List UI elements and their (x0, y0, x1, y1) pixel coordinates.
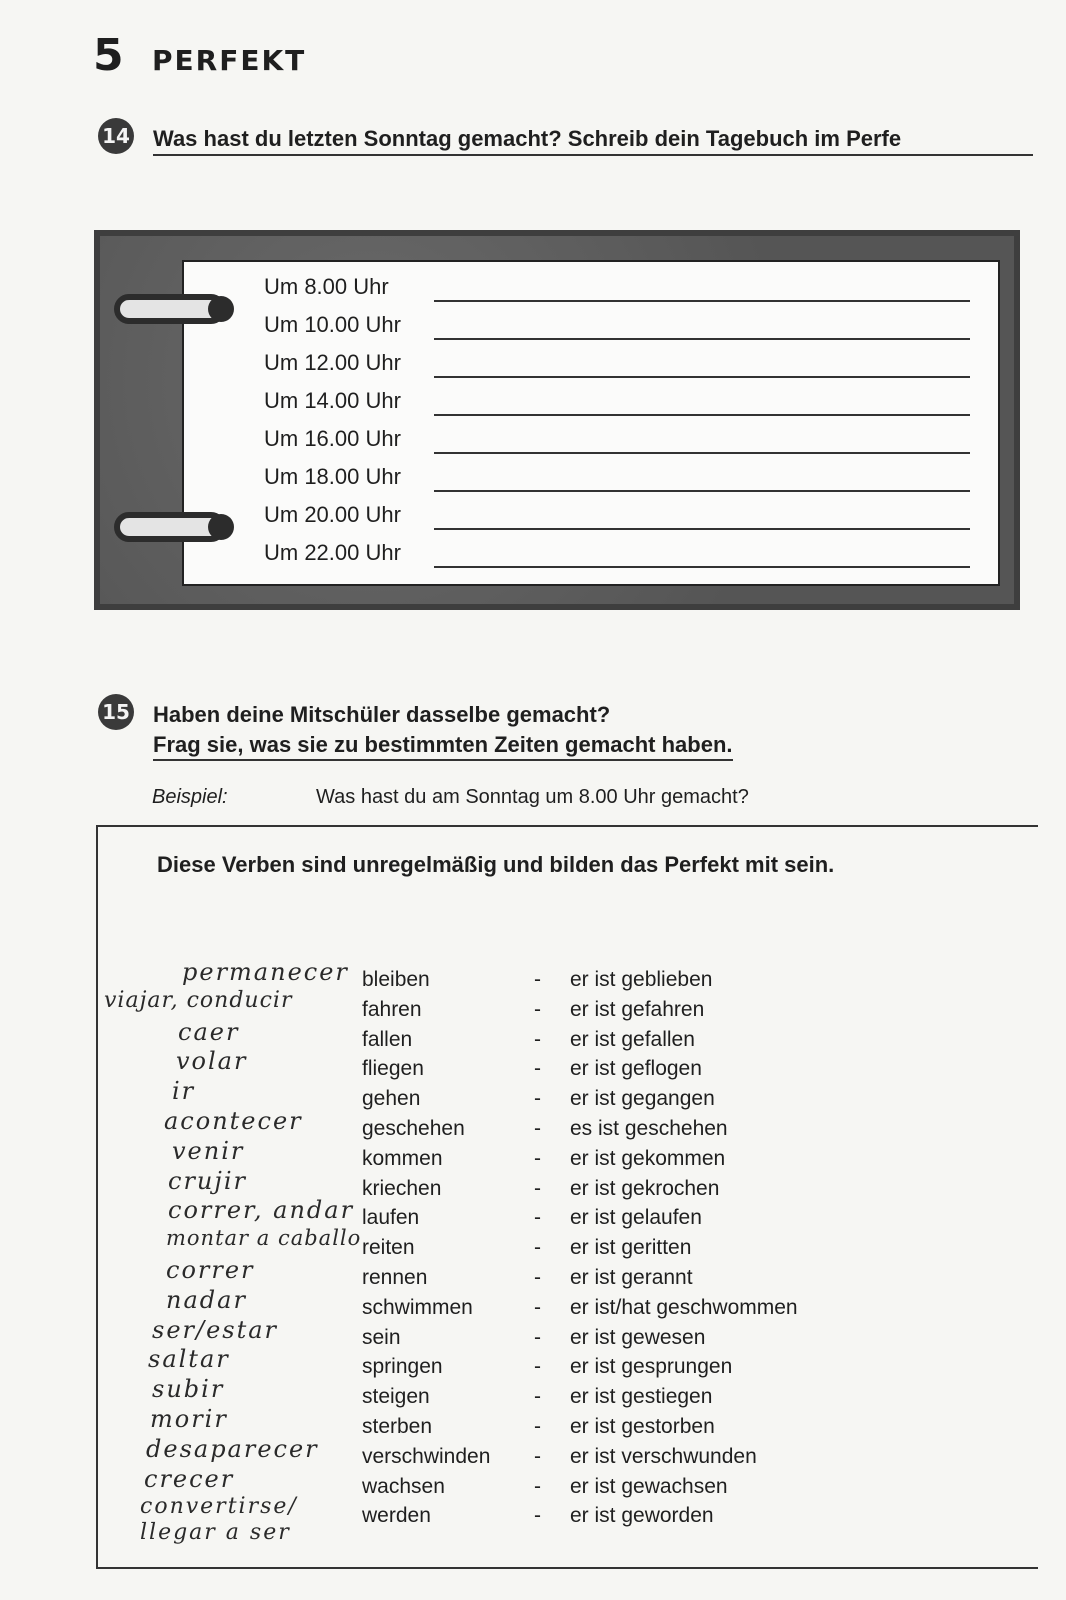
verb-dash: - (534, 997, 541, 1021)
diary-write-line[interactable] (434, 300, 970, 302)
diary-time-label: Um 14.00 Uhr (264, 388, 401, 413)
example-label: Beispiel: (152, 786, 228, 808)
handwritten-translation: subir (152, 1375, 225, 1404)
diary-write-line[interactable] (434, 376, 970, 378)
verb-infinitive: laufen (362, 1206, 420, 1230)
verb-infinitive: wachsen (362, 1474, 445, 1498)
verb-perfect-form: er ist gefallen (570, 1027, 695, 1051)
chapter-number: 5 (93, 30, 124, 81)
verb-dash: - (534, 1444, 541, 1468)
verb-perfect-form: er ist gelaufen (570, 1206, 702, 1230)
verb-perfect-form: er ist/hat geschwommen (570, 1295, 798, 1319)
verb-infinitive: kriechen (362, 1176, 442, 1200)
handwritten-translation: venir (172, 1136, 245, 1165)
binder-hole-icon (208, 514, 234, 540)
diary-time-label: Um 16.00 Uhr (264, 426, 401, 451)
verb-infinitive: gehen (362, 1087, 421, 1111)
verb-infinitive: verschwinden (362, 1444, 491, 1468)
diary-write-line[interactable] (434, 490, 970, 492)
handwritten-translation: saltar (148, 1345, 230, 1374)
verb-dash: - (534, 1325, 541, 1349)
verb-perfect-form: er ist gesprungen (570, 1355, 733, 1379)
verb-row (0, 1166, 1066, 1207)
diary-time-label: Um 20.00 Uhr (264, 502, 401, 527)
diary-time-label: Um 8.00 Uhr (264, 274, 389, 299)
handwritten-translation: acontecer (164, 1107, 303, 1135)
verb-infinitive: fallen (362, 1027, 413, 1051)
handwritten-translation: ser/estar (152, 1315, 279, 1344)
verb-perfect-form: er ist gekrochen (570, 1176, 720, 1200)
handwritten-translation: crecer (144, 1464, 235, 1493)
verb-row (0, 1136, 1066, 1177)
verb-infinitive: bleiben (362, 968, 430, 991)
verb-dash: - (534, 1057, 541, 1081)
handwritten-translation: ir (172, 1077, 196, 1106)
verb-dash: - (534, 1266, 541, 1289)
verb-dash: - (534, 1385, 541, 1409)
verb-infinitive: rennen (362, 1266, 428, 1289)
handwritten-translation: caer (178, 1017, 240, 1046)
verb-row (0, 1256, 1066, 1296)
verb-perfect-form: er ist gefahren (570, 997, 705, 1021)
verb-infinitive: sterben (362, 1415, 433, 1438)
verb-infinitive: fahren (362, 997, 422, 1021)
verb-perfect-form: er ist geflogen (570, 1057, 702, 1081)
binder-hole-icon (208, 296, 234, 322)
diary-write-line[interactable] (434, 414, 970, 416)
exercise-14-badge: 14 (98, 118, 134, 154)
verb-row (0, 1107, 1066, 1147)
verb-infinitive: springen (362, 1355, 443, 1379)
verb-perfect-form: er ist geblieben (570, 968, 713, 991)
verb-dash: - (534, 1146, 541, 1170)
diary-page (182, 260, 1000, 586)
verb-dash: - (534, 1027, 541, 1051)
diary-write-line[interactable] (434, 452, 970, 454)
diary-time-label: Um 10.00 Uhr (264, 312, 401, 337)
handwritten-translation: permanecer (182, 958, 349, 986)
handwritten-translation: correr, andar (168, 1196, 355, 1225)
verb-box-heading: Diese Verben sind unregelmäßig und bilden das Perfekt mit sein. (157, 852, 835, 877)
verb-infinitive: kommen (362, 1146, 443, 1170)
verb-infinitive: werden (362, 1504, 431, 1528)
handwritten-translation: morir (150, 1405, 228, 1433)
handwritten-translation: convertirse/ llegar a ser (140, 1494, 298, 1546)
verb-dash: - (534, 1087, 541, 1111)
verb-perfect-form: er ist gekommen (570, 1146, 726, 1170)
verb-dash: - (534, 1117, 541, 1140)
verb-dash: - (534, 1474, 541, 1498)
verb-perfect-form: er ist gegangen (570, 1087, 715, 1111)
diary-time-label: Um 22.00 Uhr (264, 540, 401, 565)
handwritten-translation: montar a caballo (166, 1226, 362, 1251)
example-text: Was hast du am Sonntag um 8.00 Uhr gemacht? (316, 786, 749, 808)
verb-perfect-form: er ist gestiegen (570, 1385, 713, 1409)
verb-row (0, 1494, 1066, 1546)
verb-dash: - (534, 1295, 541, 1319)
verb-infinitive: steigen (362, 1385, 430, 1409)
diary-write-line[interactable] (434, 338, 970, 340)
verb-dash: - (534, 1504, 541, 1528)
diary-time-label: Um 12.00 Uhr (264, 350, 401, 375)
verb-infinitive: reiten (362, 1236, 415, 1260)
verb-dash: - (534, 1206, 541, 1230)
verb-row (0, 1196, 1066, 1236)
verb-dash: - (534, 1236, 541, 1260)
verb-infinitive: sein (362, 1325, 401, 1349)
exercise-14-instruction: Was hast du letzten Sonntag gemacht? Schreib dein Tagebuch im Perfe (153, 126, 1033, 156)
verb-perfect-form: es ist geschehen (570, 1117, 728, 1140)
verb-row (0, 1047, 1066, 1087)
verb-perfect-form: er ist gerannt (570, 1266, 693, 1289)
verb-dash: - (534, 1355, 541, 1379)
verb-perfect-form: er ist verschwunden (570, 1444, 757, 1468)
handwritten-translation: volar (176, 1047, 248, 1076)
diary-write-line[interactable] (434, 528, 970, 530)
verb-perfect-form: er ist gewesen (570, 1325, 706, 1349)
verb-infinitive: schwimmen (362, 1295, 473, 1319)
verb-dash: - (534, 1176, 541, 1200)
handwritten-translation: correr (166, 1256, 255, 1284)
verb-dash: - (534, 968, 541, 991)
verb-infinitive: fliegen (362, 1057, 424, 1081)
verb-infinitive: geschehen (362, 1117, 465, 1140)
exercise-15-line-2: Frag sie, was sie zu bestimmten Zeiten gemacht haben. (153, 732, 733, 761)
diary-time-label: Um 18.00 Uhr (264, 464, 401, 489)
verb-row (0, 987, 1066, 1028)
verb-perfect-form: er ist gestorben (570, 1415, 715, 1438)
verb-dash: - (534, 1415, 541, 1438)
verb-perfect-form: er ist geworden (570, 1504, 714, 1528)
handwritten-translation: desaparecer (146, 1434, 319, 1463)
handwritten-translation: crujir (168, 1166, 247, 1195)
exercise-15-line-1: Haben deine Mitschüler dasselbe gemacht? (153, 702, 611, 727)
exercise-15-badge: 15 (98, 694, 134, 730)
verb-row (0, 1017, 1066, 1058)
verb-perfect-form: er ist gewachsen (570, 1474, 728, 1498)
handwritten-translation: nadar (166, 1285, 247, 1314)
verb-row (0, 1077, 1066, 1117)
handwritten-translation: viajar, conducir (104, 987, 293, 1013)
diary-write-line[interactable] (434, 566, 970, 568)
chapter-title: PERFEKT (152, 44, 307, 77)
verb-row (0, 1226, 1066, 1266)
verb-perfect-form: er ist geritten (570, 1236, 692, 1260)
